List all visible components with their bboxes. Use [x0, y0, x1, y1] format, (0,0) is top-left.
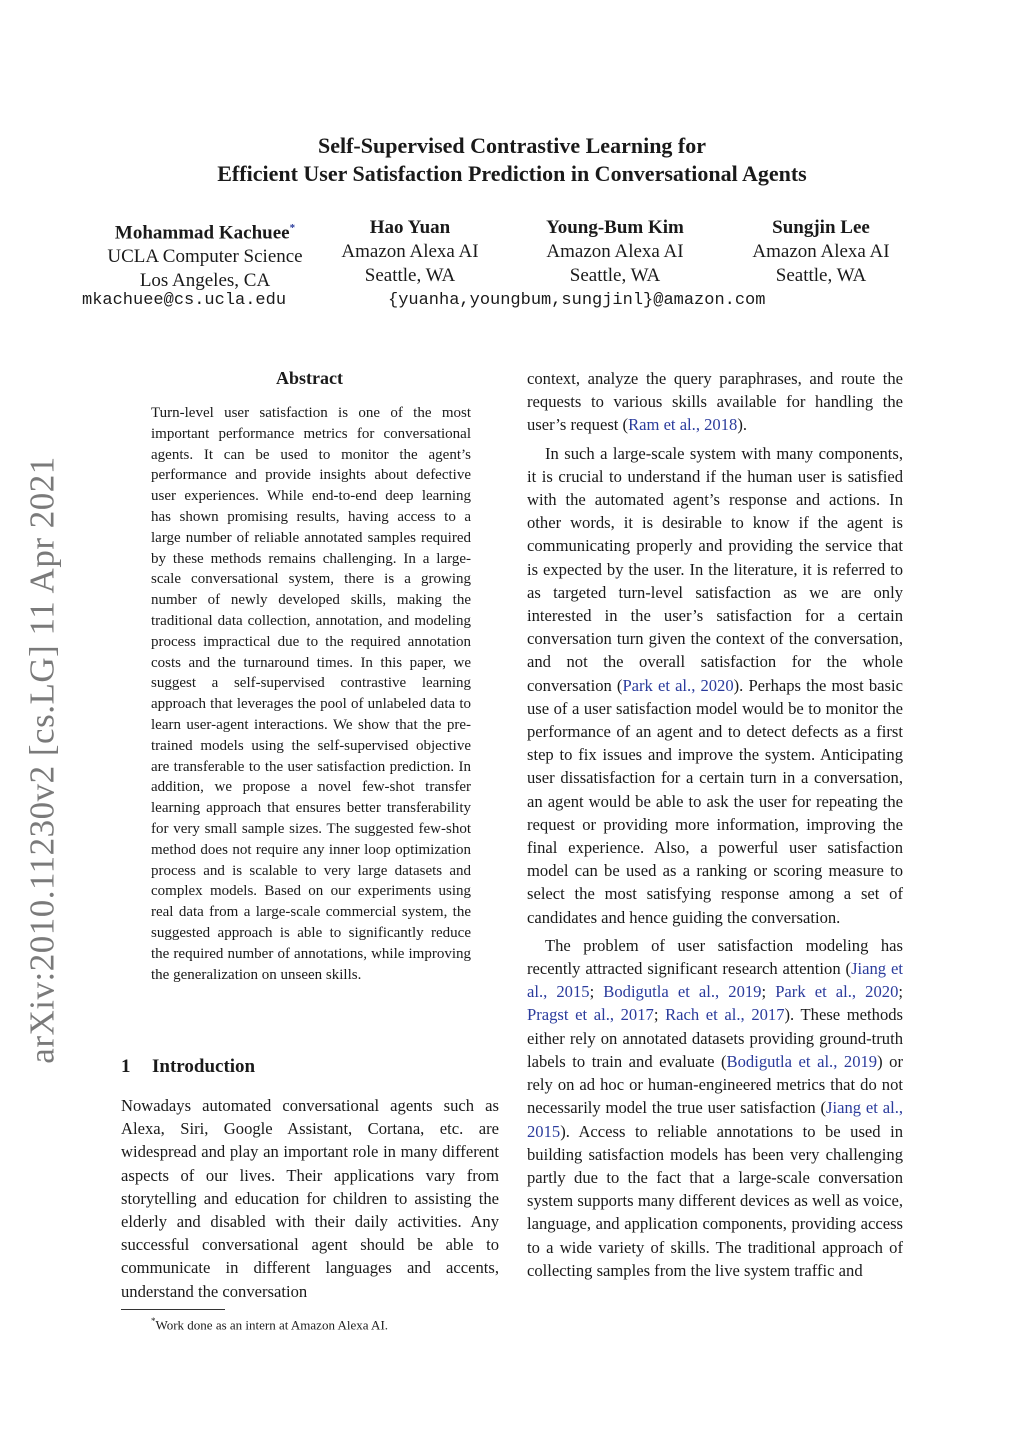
- title-line-1: Self-Supervised Contrastive Learning for: [317, 133, 707, 158]
- footnote: [151, 1313, 388, 1333]
- author-block-3: [530, 216, 700, 288]
- author-affiliation: UCLA Computer Science: [107, 246, 303, 268]
- arxiv-identifier-text: arXiv:2010.11230v2 [cs.LG] 11 Apr 2021: [23, 456, 62, 1064]
- email-amazon[interactable]: {yuanha,youngbum,sungjinl}@amazon.com: [388, 291, 766, 310]
- author-affiliation: Amazon Alexa AI: [341, 241, 479, 262]
- arxiv-identifier: [8, 450, 78, 1070]
- citation-link[interactable]: Park et al., 2020: [775, 982, 899, 1002]
- citation-link[interactable]: Jiang et al., 2015: [527, 959, 903, 1002]
- author-block-1: [90, 216, 320, 293]
- citation-link[interactable]: Bodigutla et al., 2019: [726, 1051, 878, 1071]
- intro-right-column: [527, 367, 903, 1282]
- intro-paragraph-1: Nowadays automated conversational agents such as Alexa, Siri, Google Assistant, Cortana, etc. are widespread and play an important role in many different aspects of our lives. Their applications vary from storytelling and education for children to assisting the elderly and disabled with their daily activities. Any successful conversational agent should be able to communicate in different languages and accents, understand the conversation: [121, 1096, 499, 1301]
- citation-link[interactable]: Jiang et al., 2015: [527, 1098, 903, 1141]
- email-first[interactable]: mkachuee@cs.ucla.edu: [82, 291, 287, 310]
- author-name: Hao Yuan: [369, 217, 451, 238]
- paragraph-continued: context, analyze the query paraphrases, and route the requests to various skills available for handling the user’s request (Ram et al., 2018).: [527, 369, 903, 435]
- section-heading: [121, 1056, 255, 1078]
- author-block-4: [736, 216, 906, 288]
- author-location: Seattle, WA: [775, 265, 867, 286]
- footnote-text: Work done as an intern at Amazon Alexa AI.: [155, 1317, 389, 1333]
- footnote-mark: *: [151, 1316, 156, 1326]
- citation-link[interactable]: Rach et al., 2017: [665, 1005, 785, 1025]
- citation-link[interactable]: Park et al., 2020: [622, 675, 734, 695]
- paragraph-related-work: The problem of user satisfaction modeling has recently attracted significant research attention (Jiang et al., 2015; Bodigutla et al., 2019; Park et al., 2020; Pragst et al., 2017; Rach et al., 2017). These methods either rely on annotated datasets providing ground-truth labels to train and evaluate (Bodigutla et al., 2019) or rely on ad hoc or human-engineered metrics that do not necessarily model the true user satisfaction (Jiang et al., 2015). Access to reliable annotations to be used in building satisfaction models has been very challenging partly due to the fact that a large-scale conversation system supports many different devices as well as voice, language, and application components, providing access to a wide variety of skills. The traditional approach of collecting samples from the live system traffic and: [527, 935, 904, 1280]
- section-number: 1: [121, 1056, 131, 1077]
- author-name: Sungjin Lee: [772, 217, 870, 238]
- author-location: Seattle, WA: [364, 265, 456, 286]
- author-block-2: [325, 216, 495, 288]
- author-name: Young-Bum Kim: [546, 217, 684, 238]
- author-location: Seattle, WA: [569, 265, 661, 286]
- author-name: Mohammad Kachuee*: [114, 222, 296, 244]
- author-location: Los Angeles, CA: [139, 270, 271, 292]
- paragraph-satisfaction: In such a large-scale system with many components, it is crucial to understand if the human user is satisfied with the automated agent’s response and actions. In other words, it is desirable to know if the agent is communicating properly and providing the service that is expected by the user. In the literature, it is referred to as targeted turn-level satisfaction as we are only interested in the user’s satisfaction for a certain conversation turn given the context of the conversation, and not the overall satisfaction for the whole conversation (Park et al., 2020). Perhaps the most basic use of a user satisfaction model would be to monitor the performance of an agent and to detect defects as a first step to fix issues and improve the system. Anticipating user dissatisfaction for a certain turn in a conversation, an agent would be able to ask the user for repeating the request or providing more information, improving the final experience. Also, a powerful user satisfaction model can be used as a ranking or scoring measure to select the most satisfying response among a set of candidates and hence guiding the conversation.: [527, 443, 903, 927]
- title-line-2: Efficient User Satisfaction Prediction in Conversational Agents: [217, 161, 807, 186]
- intro-left-column: [121, 1094, 499, 1303]
- author-affiliation: Amazon Alexa AI: [546, 241, 684, 262]
- citation-link[interactable]: Bodigutla et al., 2019: [603, 982, 762, 1002]
- author-footnote-mark: *: [289, 222, 296, 234]
- author-affiliation: Amazon Alexa AI: [752, 241, 890, 262]
- abstract-text: Turn-level user satisfaction is one of the most important performance metrics for conversational agents. It can be used to monitor the agent’s performance and provide insights about defective user experiences. While end-to-end deep learning has shown promising results, having access to a large number of reliable annotated samples required by these methods remains challenging. In a large-scale conversational system, there is a growing number of newly developed skills, making the traditional data collection, annotation, and modeling process impractical due to the required annotation costs and the turnaround times. In this paper, we suggest a self-supervised contrastive learning approach that leverages the pool of unlabeled data to learn user-agent interactions. We show that the pre-trained models using the self-supervised objective are transferable to the user satisfaction prediction. In addition, we propose a novel few-shot transfer learning approach that ensures better transferability for very small sample sizes. The suggested few-shot method does not require any inner loop optimization process and is scalable to very large datasets and complex models. Based on our experiments using real data from a large-scale commercial system, the suggested approach is able to significantly reduce the required number of annotations, while improving the generalization on unseen skills.: [151, 405, 471, 983]
- footnote-rule: [121, 1309, 225, 1310]
- citation-link[interactable]: Ram et al., 2018: [628, 415, 738, 435]
- paper-title: [0, 132, 1024, 188]
- section-title: Introduction: [152, 1056, 256, 1077]
- abstract-heading: Abstract: [276, 368, 343, 388]
- citation-link[interactable]: Pragst et al., 2017: [527, 1005, 654, 1025]
